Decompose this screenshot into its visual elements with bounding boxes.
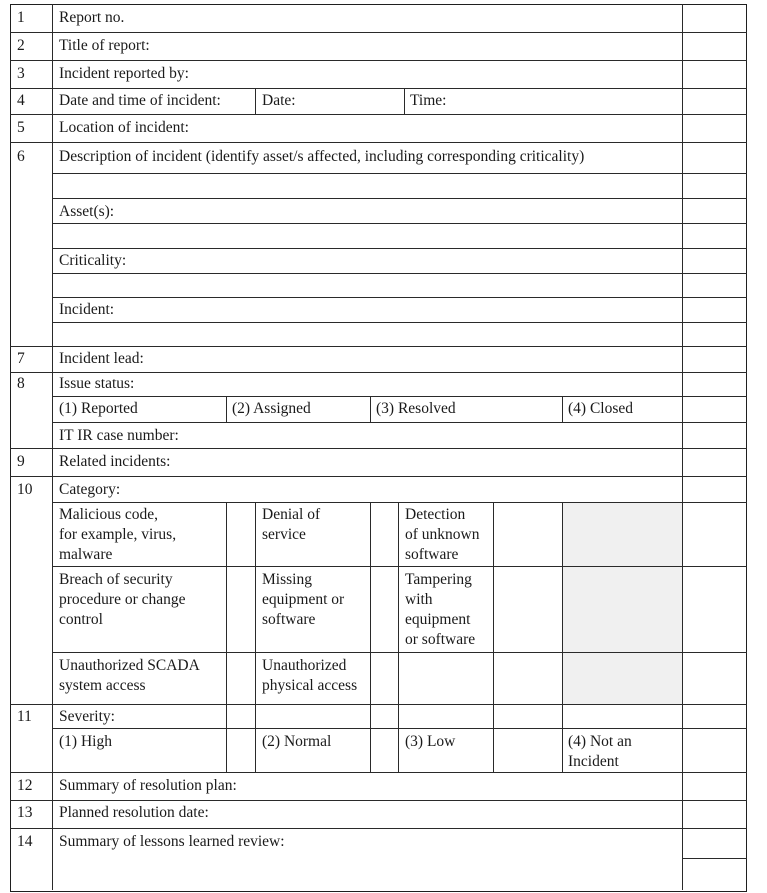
report-number-label: Report no. (59, 9, 125, 26)
row-number: 12 (17, 777, 33, 794)
row-number: 8 (17, 375, 25, 392)
category-shaded-cell (562, 566, 682, 652)
sub-row-divider (52, 248, 747, 249)
row-divider (10, 60, 747, 61)
category-option: Breach of security procedure or change control (59, 571, 186, 628)
status-option: (2) Assigned (232, 400, 311, 417)
status-cell-divider (370, 396, 371, 422)
category-grid-divider (562, 502, 563, 772)
incident-label: Incident: (59, 301, 115, 318)
row-divider (10, 476, 747, 477)
category-label: Category: (59, 481, 121, 498)
row-number: 5 (17, 119, 25, 136)
criticality-label: Criticality: (59, 252, 127, 269)
sub-row-divider (52, 198, 747, 199)
status-cell-divider (562, 396, 563, 422)
sub-row-divider (52, 322, 747, 323)
reported-by-label: Incident reported by: (59, 65, 189, 82)
category-shaded-cell (562, 652, 682, 704)
severity-option: (2) Normal (262, 733, 332, 750)
severity-option: (4) Not an Incident (568, 733, 632, 770)
assets-label: Asset(s): (59, 203, 115, 220)
sub-row-divider (682, 858, 747, 859)
description-label: Description of incident (identify asset/s affected, including corresponding criticality) (59, 148, 585, 165)
category-option: Missing equipment or software (262, 571, 345, 628)
row-divider (10, 828, 747, 829)
sub-row-divider (52, 566, 747, 567)
row-number: 13 (17, 804, 33, 821)
category-shaded-cell (562, 502, 682, 566)
category-grid-divider (398, 502, 399, 772)
value-column-divider (682, 4, 683, 890)
row-number: 7 (17, 350, 25, 367)
status-option: (3) Resolved (376, 400, 456, 417)
sub-row-divider (52, 223, 747, 224)
severity-label: Severity: (59, 708, 115, 725)
category-grid-divider (226, 502, 227, 772)
category-grid-divider (493, 502, 494, 772)
status-option: (4) Closed (568, 400, 634, 417)
row-divider (10, 772, 747, 773)
related-incidents-label: Related incidents: (59, 453, 171, 470)
row-divider (10, 704, 747, 705)
category-option: Tampering with equipment or software (405, 571, 476, 648)
resolution-plan-label: Summary of resolution plan: (59, 777, 237, 794)
time-cell-divider (404, 88, 405, 114)
category-option: Denial of service (262, 506, 321, 543)
issue-status-label: Issue status: (59, 375, 135, 392)
category-option: Unauthorized SCADA system access (59, 657, 200, 694)
row-number: 6 (17, 148, 25, 165)
resolution-date-label: Planned resolution date: (59, 804, 209, 821)
row-divider (10, 88, 747, 89)
row-number: 11 (17, 708, 32, 725)
sub-row-divider (52, 297, 747, 298)
row-number: 2 (17, 37, 25, 54)
sub-row-divider (52, 422, 747, 423)
lessons-learned-label: Summary of lessons learned review: (59, 833, 285, 850)
sub-row-divider (52, 652, 747, 653)
row-divider (10, 114, 747, 115)
row-number: 9 (17, 453, 25, 470)
severity-option: (3) Low (405, 733, 456, 750)
severity-option: (1) High (59, 733, 112, 750)
incident-lead-label: Incident lead: (59, 350, 144, 367)
row-divider (10, 800, 747, 801)
row-divider (10, 346, 747, 347)
case-number-label: IT IR case number: (59, 427, 179, 444)
status-cell-divider (226, 396, 227, 422)
sub-row-divider (52, 173, 747, 174)
number-column-divider (52, 4, 53, 890)
category-grid-divider (255, 502, 256, 772)
report-title-label: Title of report: (59, 37, 150, 54)
time-label: Time: (410, 92, 447, 109)
row-number: 4 (17, 92, 25, 109)
row-number: 1 (17, 9, 25, 26)
category-option: Malicious code, for example, virus, malware (59, 506, 177, 563)
row-divider (10, 32, 747, 33)
incident-datetime-label: Date and time of incident: (59, 92, 221, 109)
row-divider (10, 372, 747, 373)
sub-row-divider (52, 273, 747, 274)
sub-row-divider (52, 396, 747, 397)
category-option: Unauthorized physical access (262, 657, 358, 694)
status-option: (1) Reported (59, 400, 138, 417)
row-number: 10 (17, 481, 33, 498)
sub-row-divider (52, 728, 747, 729)
location-label: Location of incident: (59, 119, 189, 136)
category-grid-divider (370, 502, 371, 772)
row-divider (10, 142, 747, 143)
category-option: Detection of unknown software (405, 506, 480, 563)
row-number: 3 (17, 65, 25, 82)
sub-row-divider (52, 502, 747, 503)
date-label: Date: (262, 92, 296, 109)
date-cell-divider (255, 88, 256, 114)
row-number: 14 (17, 833, 33, 850)
row-divider (10, 448, 747, 449)
